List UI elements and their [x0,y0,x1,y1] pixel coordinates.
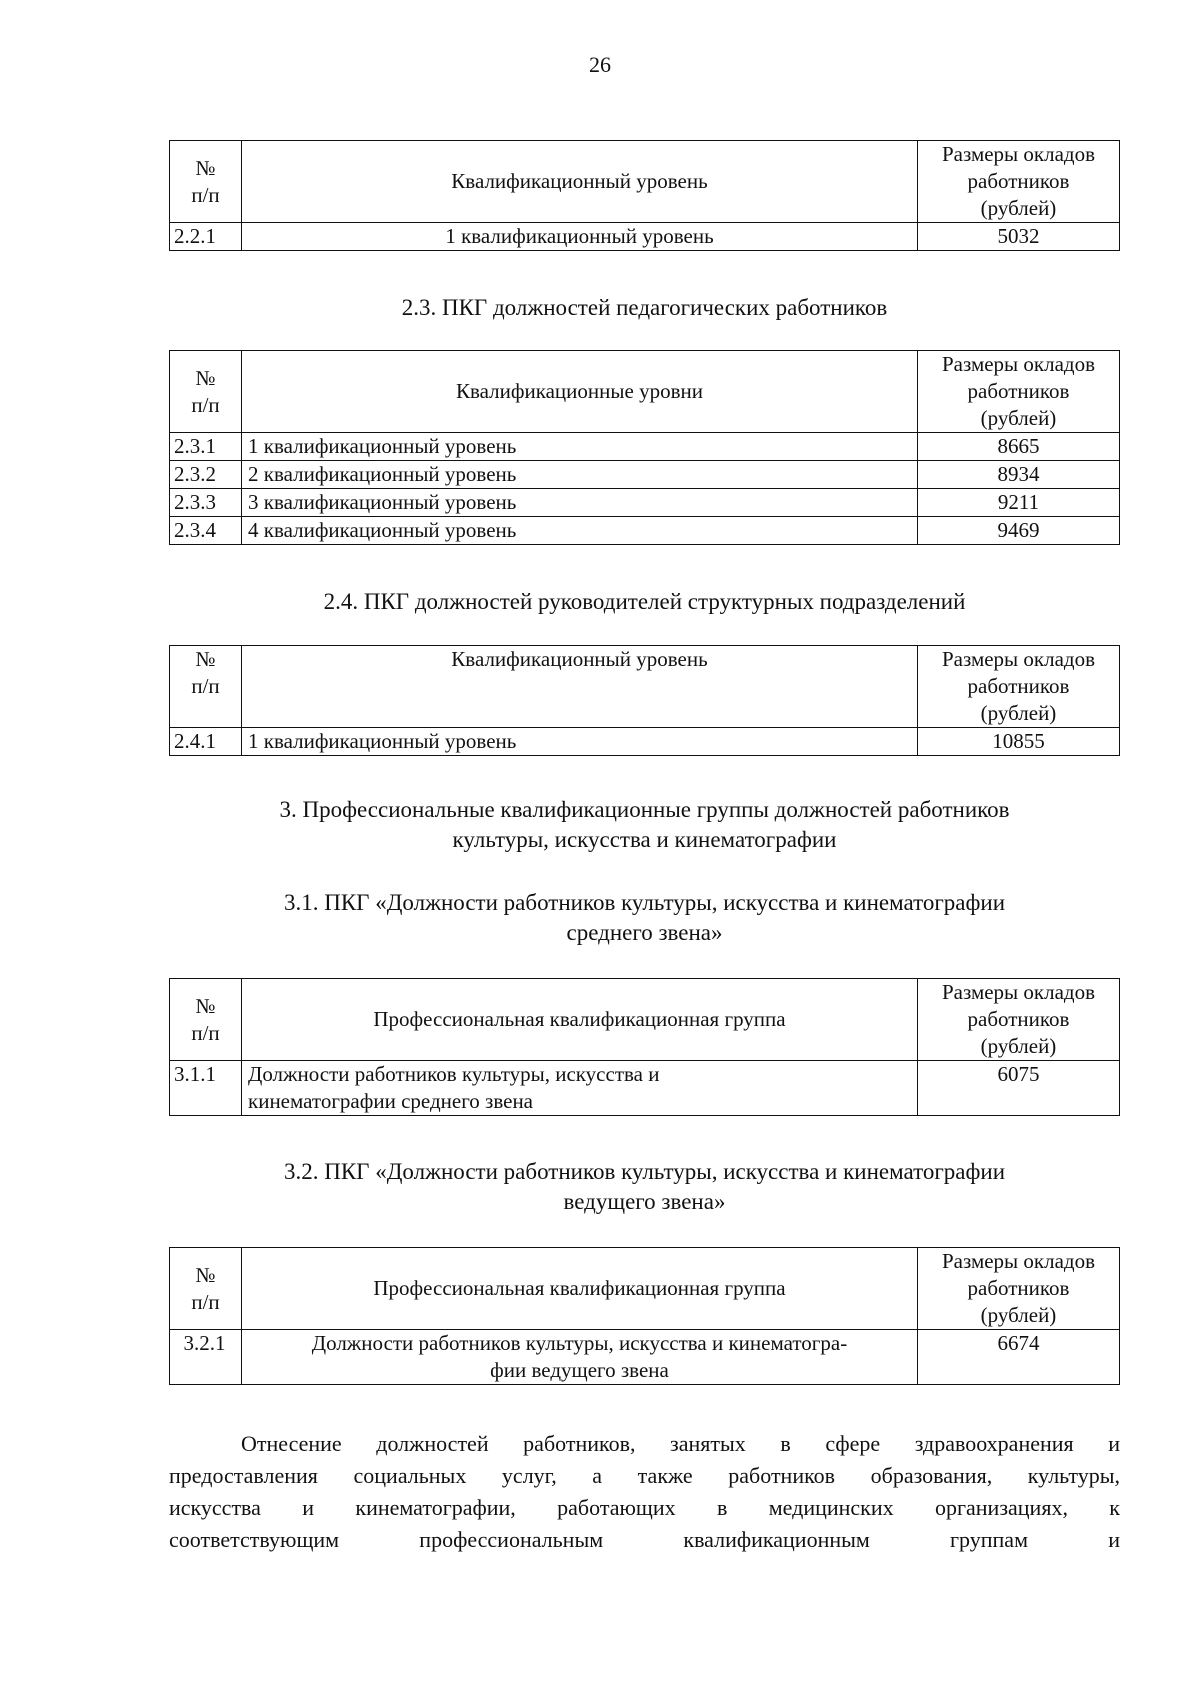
col-header-salary-line2: работников [967,1007,1070,1031]
row-num: 3.1.1 [170,1061,242,1116]
table-3-2 [169,1247,1120,1385]
col-header-num-line1: № [195,1262,216,1287]
table-header-row [170,979,1120,1061]
col-header-num [170,351,242,433]
col-header-num [170,1248,242,1330]
col-header-salary-line3: (рублей) [980,406,1057,430]
col-header-level: Квалификационный уровень [242,141,918,223]
col-header-salary [918,646,1120,728]
col-header-salary-line3: (рублей) [980,701,1057,725]
col-header-salary-line1: Размеры окладов [941,352,1096,376]
section-heading-3-line1: 3. Профессиональные квалификационные группы должностей работников [279,797,1010,822]
col-header-salary-line3: (рублей) [980,1303,1057,1327]
col-header-level: Квалификационный уровень [242,646,918,728]
col-header-salary-line2: работников [967,379,1070,403]
col-header-num-line2: п/п [191,1289,220,1314]
col-header-salary-line3: (рублей) [980,1034,1057,1058]
col-header-group: Профессиональная квалификационная группа [242,979,918,1061]
table-row [170,1330,1120,1385]
table-2-4 [169,645,1120,756]
row-value: 6075 [918,1061,1120,1116]
col-header-salary-line1: Размеры окладов [941,142,1096,166]
row-label: 1 квалификационный уровень [242,223,918,251]
section-heading-3-2-line1: 3.2. ПКГ «Должности работников культуры, искусства и кинематографии [283,1159,1006,1184]
row-num: 2.3.3 [170,489,242,517]
col-header-salary-line1: Размеры окладов [941,980,1096,1004]
row-num: 2.3.1 [170,433,242,461]
col-header-num-line1: № [195,155,216,180]
row-value: 10855 [918,728,1120,756]
row-num: 3.2.1 [170,1330,242,1385]
table-row [170,461,1120,489]
closing-paragraph [169,1428,1120,1556]
row-label-line1: Должности работников культуры, искусства и [248,1062,660,1086]
col-header-salary-line2: работников [967,674,1070,698]
row-label [242,1061,918,1116]
paragraph-line-text: Отнесение должностей работников, занятых в сфере здравоохранения и [241,1431,1120,1456]
table-2-2 [169,140,1120,251]
table-row [170,517,1120,545]
row-label-line1: Должности работников культуры, искусства и кинематогра- [311,1331,848,1355]
paragraph-line: соответствующим профессиональным квалификационным группам и [169,1527,1120,1552]
page-number: 26 [589,52,611,77]
col-header-num-line1: № [195,365,216,390]
row-label-line2: фии ведущего звена [490,1358,669,1382]
paragraph-line [169,1428,1120,1460]
row-value: 9211 [918,489,1120,517]
table-row [170,223,1120,251]
row-label: 1 квалификационный уровень [242,728,918,756]
table-3-1 [169,978,1120,1116]
col-header-num-line2: п/п [191,392,220,417]
col-header-num [170,646,242,728]
row-value: 5032 [918,223,1120,251]
col-header-num-line1: № [195,993,216,1018]
table-header-row [170,646,1120,728]
col-header-salary [918,141,1120,223]
section-heading-3-1-line1: 3.1. ПКГ «Должности работников культуры, искусства и кинематографии [283,890,1006,915]
paragraph-line: предоставления социальных услуг, а также работников образования, культуры, [169,1463,1120,1488]
table-header-row [170,351,1120,433]
section-heading-3-2 [169,1157,1120,1217]
col-header-num [170,141,242,223]
row-value: 9469 [918,517,1120,545]
col-header-group: Профессиональная квалификационная группа [242,1248,918,1330]
row-label [242,1330,918,1385]
row-label: 1 квалификационный уровень [242,433,918,461]
table-row [170,489,1120,517]
section-heading-2-4: 2.4. ПКГ должностей руководителей структурных подразделений [323,589,966,614]
col-header-num-line2: п/п [191,674,220,698]
col-header-salary-line3: (рублей) [980,196,1057,220]
row-value: 6674 [918,1330,1120,1385]
row-num: 2.3.4 [170,517,242,545]
row-num: 2.2.1 [170,223,242,251]
col-header-salary-line2: работников [967,169,1070,193]
row-label: 4 квалификационный уровень [242,517,918,545]
table-row [170,728,1120,756]
row-value: 8665 [918,433,1120,461]
table-row [170,433,1120,461]
section-heading-3-1-line2: среднего звена» [566,920,723,945]
col-header-salary-line2: работников [967,1276,1070,1300]
col-header-levels: Квалификационные уровни [242,351,918,433]
row-label: 3 квалификационный уровень [242,489,918,517]
col-header-num-line2: п/п [191,1020,220,1045]
table-row [170,1061,1120,1116]
col-header-salary-line1: Размеры окладов [941,647,1096,671]
table-header-row [170,1248,1120,1330]
col-header-salary-line1: Размеры окладов [941,1249,1096,1273]
paragraph-line: искусства и кинематографии, работающих в медицинских организациях, к [169,1495,1120,1520]
col-header-num [170,979,242,1061]
row-num: 2.3.2 [170,461,242,489]
col-header-salary [918,1248,1120,1330]
col-header-salary [918,979,1120,1061]
section-heading-3-2-line2: ведущего звена» [563,1189,726,1214]
section-heading-3-1 [169,888,1120,948]
section-heading-3 [169,795,1120,855]
col-header-num-line2: п/п [191,182,220,207]
table-2-3 [169,350,1120,545]
table-header-row [170,141,1120,223]
col-header-num-line1: № [195,647,216,671]
row-num: 2.4.1 [170,728,242,756]
row-label-line2: кинематографии среднего звена [248,1089,534,1113]
section-heading-3-line2: культуры, искусства и кинематографии [452,827,837,852]
section-heading-2-3: 2.3. ПКГ должностей педагогических работников [401,295,888,320]
col-header-salary [918,351,1120,433]
row-label: 2 квалификационный уровень [242,461,918,489]
row-value: 8934 [918,461,1120,489]
